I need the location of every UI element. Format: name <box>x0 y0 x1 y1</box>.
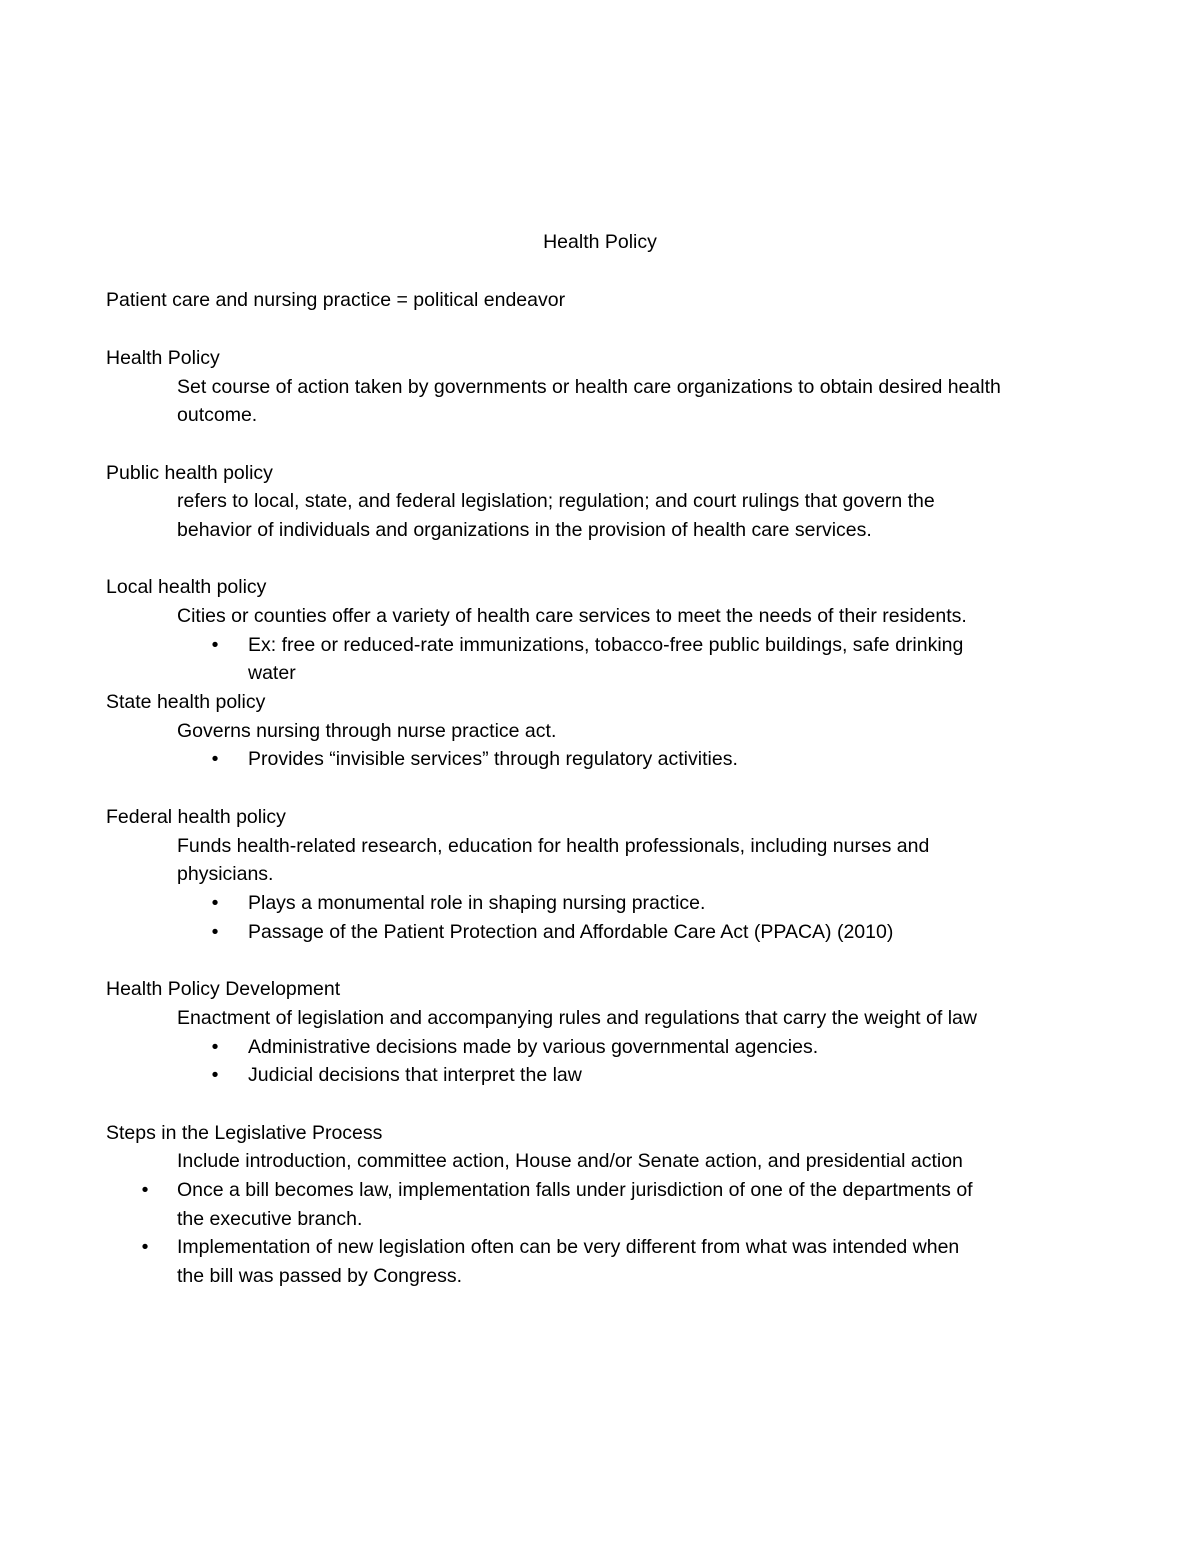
definition-line: Include introduction, committee action, House and/or Senate action, and presidential action <box>177 1150 963 1172</box>
definition-line: Enactment of legislation and accompanying rules and regulations that carry the weight of law <box>177 1007 977 1029</box>
document-title: Health Policy <box>543 231 657 253</box>
definition-line: Cities or counties offer a variety of health care services to meet the needs of their residents. <box>177 605 967 627</box>
section-heading-state-health-policy: State health policy <box>106 691 266 713</box>
bullet-text: Passage of the Patient Protection and Affordable Care Act (PPACA) (2010) <box>248 921 894 943</box>
bullet-icon: • <box>211 748 219 770</box>
bullet-text: Once a bill becomes law, implementation falls under jurisdiction of one of the departments of <box>177 1179 973 1201</box>
bullet-icon: • <box>141 1236 149 1258</box>
definition-line: Funds health-related research, education for health professionals, including nurses and <box>177 835 930 857</box>
bullet-text: Administrative decisions made by various governmental agencies. <box>248 1036 819 1058</box>
bullet-icon: • <box>211 1036 219 1058</box>
bullet-text: water <box>248 662 296 684</box>
definition-line: physicians. <box>177 863 274 885</box>
section-heading-health-policy: Health Policy <box>106 347 220 369</box>
bullet-text: Ex: free or reduced-rate immunizations, tobacco-free public buildings, safe drinking <box>248 634 964 656</box>
bullet-icon: • <box>211 921 219 943</box>
bullet-text: the executive branch. <box>177 1208 363 1230</box>
bullet-text: Provides “invisible services” through regulatory activities. <box>248 748 738 770</box>
bullet-icon: • <box>141 1179 149 1201</box>
bullet-text: Implementation of new legislation often can be very different from what was intended when <box>177 1236 960 1258</box>
section-heading-steps-legislative-process: Steps in the Legislative Process <box>106 1122 383 1144</box>
definition-line: behavior of individuals and organizations in the provision of health care services. <box>177 519 872 541</box>
section-heading-federal-health-policy: Federal health policy <box>106 806 286 828</box>
bullet-icon: • <box>211 892 219 914</box>
bullet-icon: • <box>211 1064 219 1086</box>
bullet-text: Judicial decisions that interpret the law <box>248 1064 582 1086</box>
bullet-icon: • <box>211 634 219 656</box>
definition-line: Governs nursing through nurse practice act. <box>177 720 557 742</box>
definition-line: refers to local, state, and federal legislation; regulation; and court rulings that govern the <box>177 490 935 512</box>
definition-line: Set course of action taken by governments or health care organizations to obtain desired health <box>177 376 1001 398</box>
bullet-text: Plays a monumental role in shaping nursing practice. <box>248 892 706 914</box>
bullet-text: the bill was passed by Congress. <box>177 1265 463 1287</box>
section-heading-public-health-policy: Public health policy <box>106 462 273 484</box>
section-heading-health-policy-development: Health Policy Development <box>106 978 341 1000</box>
intro-text: Patient care and nursing practice = political endeavor <box>106 289 566 311</box>
section-heading-local-health-policy: Local health policy <box>106 576 267 598</box>
definition-line: outcome. <box>177 404 258 426</box>
